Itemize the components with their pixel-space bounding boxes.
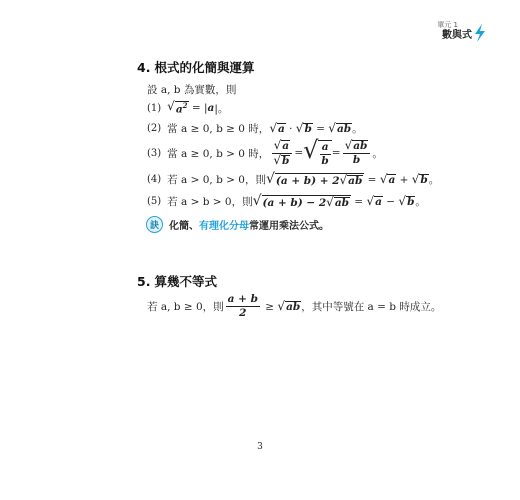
am-gm-note: ，其中等號在 a = b 時成立。 (301, 301, 442, 314)
formula-4-condition: 若 a > 0, b > 0，則 (167, 174, 266, 187)
formula-5-condition: 若 a > b > 0，則 (167, 196, 253, 209)
section-5-heading: 算幾不等式 (154, 274, 217, 289)
lightning-bolt-icon (474, 24, 486, 42)
section-5-number: 5. (137, 274, 151, 289)
tip-badge: 訣 (146, 216, 163, 233)
formula-1: (1) √ $a^2$ = | a |。 (147, 99, 229, 116)
formula-2: (2) 當 a ≥ 0, b ≥ 0 時， √ a · √ b = √ ab 。 (147, 120, 363, 135)
section-4-title (137, 58, 254, 76)
tip-highlight: 有理化分母 (199, 221, 249, 232)
section-4-heading: 根式的化簡與運算 (154, 60, 255, 75)
tip-line: 訣 化簡、 有理化分母 常運用乘法公式。 (146, 216, 329, 233)
formula-3-condition: 當 a ≥ 0, b > 0 時， (167, 147, 270, 160)
unit-label: 單元 1 (437, 21, 458, 29)
formula-2-number: (2) (147, 123, 162, 134)
unit-name: 數與式 (442, 30, 472, 41)
formula-4-number: (4) (147, 174, 162, 186)
formula-1-number: (1) (147, 102, 162, 114)
formula-5: (5) 若 a > b > 0，則 √ (a + b) − 2 √ ab = √ a − √ b 。 (147, 193, 426, 209)
formula-2-condition: 當 a ≥ 0, b ≥ 0 時， (167, 123, 270, 135)
formula-5-number: (5) (147, 196, 162, 208)
section-4-intro: 設 a, b 為實數，則 (147, 84, 237, 96)
formula-3: (3) 當 a ≥ 0, b > 0 時， √ a √ b = √ $\frac{a}{b}$ = √ ab b 。 (147, 136, 383, 168)
unit-header (437, 22, 472, 41)
section-5-title (137, 272, 217, 290)
formula-4: (4) 若 a > 0, b > 0，則 √ (a + b) + 2 √ ab = √ a + √ b 。 (147, 171, 440, 187)
am-gm-condition: 若 a, b ≥ 0，則 (147, 301, 224, 314)
formula-3-number: (3) (147, 147, 162, 159)
section-4-number: 4. (137, 60, 151, 75)
page-number: 3 (257, 442, 263, 452)
am-gm-formula: 若 a, b ≥ 0，則 $\frac{a + b}{2}$ ≥ √ ab ，其中等號在 a = b 時成立。 (147, 293, 442, 320)
